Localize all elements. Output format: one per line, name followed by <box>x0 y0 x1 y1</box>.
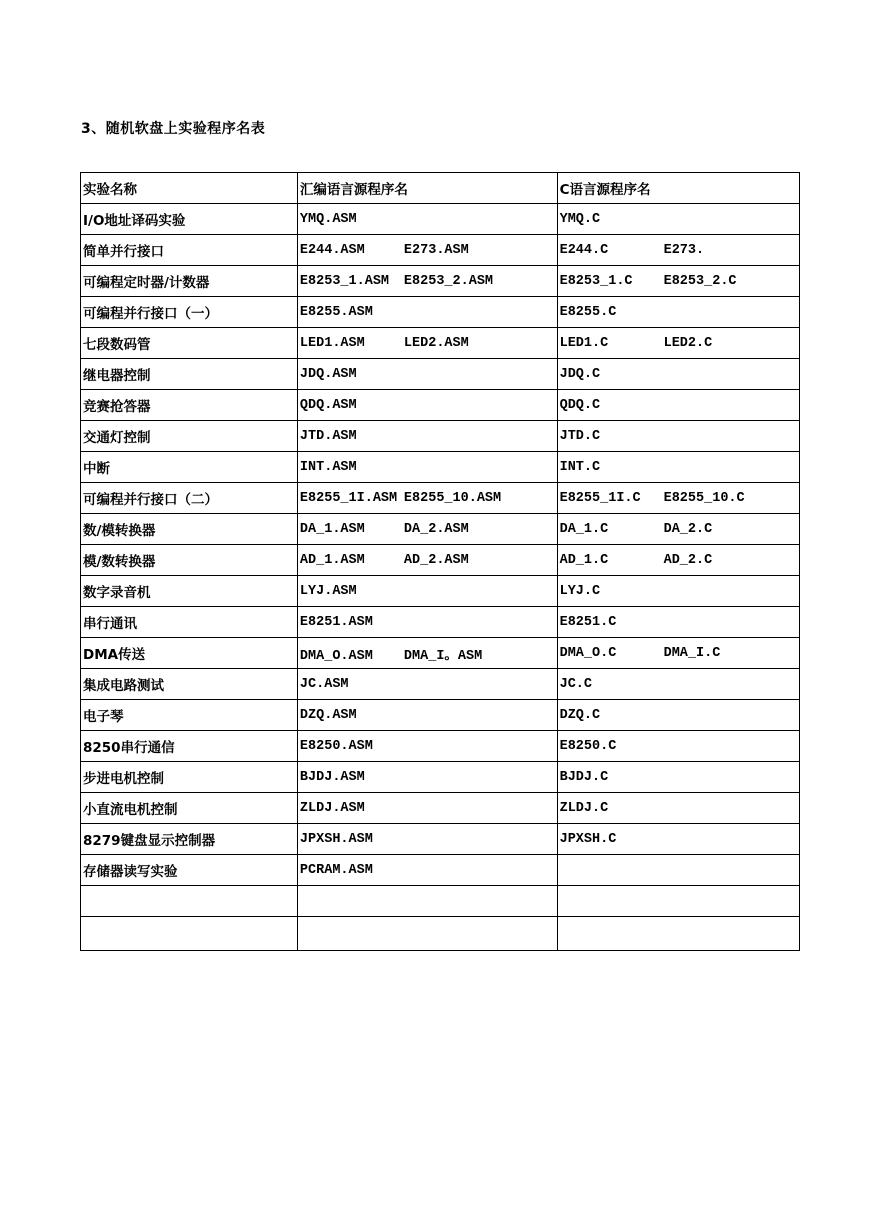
asm-filename: E8253_1.ASM <box>299 273 390 289</box>
header-asm-source: 汇编语言源程序名 <box>297 173 557 204</box>
c-file-cell <box>557 793 799 824</box>
c-filename: LED1.C <box>559 335 609 351</box>
asm-file-cell <box>297 297 557 328</box>
asm-file-cell <box>297 483 557 514</box>
page-heading: 3、随机软盘上实验程序名表 <box>81 121 266 137</box>
experiment-name-cell <box>81 886 298 917</box>
c-file-cell <box>557 638 799 669</box>
c-filename: AD_1.C <box>559 552 609 568</box>
c-filename: INT.C <box>559 459 601 475</box>
program-name-table <box>80 172 800 951</box>
asm-filename: AD_1.ASM <box>299 552 365 568</box>
c-filename: E8253_2.C <box>663 273 737 289</box>
table-row <box>81 297 800 328</box>
asm-file-cell <box>297 421 557 452</box>
asm-file-cell <box>297 762 557 793</box>
c-file-cell <box>557 669 799 700</box>
experiment-name-cell: 中断 <box>81 452 298 483</box>
c-file-cell <box>557 700 799 731</box>
c-file-cell <box>557 576 799 607</box>
table-row <box>81 576 800 607</box>
c-filename: YMQ.C <box>559 211 601 227</box>
asm-filename: DA_1.ASM <box>299 521 365 537</box>
asm-filename: DA_2.ASM <box>403 521 469 537</box>
asm-file-cell <box>297 452 557 483</box>
experiment-name-cell: 数字录音机 <box>81 576 298 607</box>
asm-filename: E8255_1I.ASM <box>299 490 398 506</box>
c-filename: LED2.C <box>663 335 713 351</box>
asm-file-cell <box>297 638 557 669</box>
c-file-cell <box>557 483 799 514</box>
asm-filename: JTD.ASM <box>299 428 357 444</box>
asm-file-cell <box>297 700 557 731</box>
c-filename: E8251.C <box>559 614 617 630</box>
c-filename: DA_1.C <box>559 521 609 537</box>
asm-file-cell <box>297 545 557 576</box>
asm-file-cell <box>297 793 557 824</box>
c-filename: DZQ.C <box>559 707 601 723</box>
asm-file-cell <box>297 886 557 917</box>
table-header-row <box>81 173 800 204</box>
table-row <box>81 762 800 793</box>
c-filename: DMA_O.C <box>559 645 617 661</box>
asm-file-cell <box>297 390 557 421</box>
asm-file-cell <box>297 576 557 607</box>
table-row <box>81 638 800 669</box>
c-file-cell <box>557 452 799 483</box>
experiment-name-cell: 继电器控制 <box>81 359 298 390</box>
asm-filename: E8255_10.ASM <box>403 490 502 506</box>
asm-filename: E244.ASM <box>299 242 365 258</box>
table-row <box>81 359 800 390</box>
c-file-cell <box>557 359 799 390</box>
asm-file-cell <box>297 607 557 638</box>
experiment-name-cell: 串行通讯 <box>81 607 298 638</box>
table-row <box>81 545 800 576</box>
c-filename: E8253_1.C <box>559 273 633 289</box>
c-filename: E8255_1I.C <box>559 490 641 506</box>
c-file-cell <box>557 390 799 421</box>
asm-file-cell <box>297 855 557 886</box>
c-filename: AD_2.C <box>663 552 713 568</box>
asm-file-cell <box>297 917 557 951</box>
c-file-cell <box>557 607 799 638</box>
experiment-name-cell: 步进电机控制 <box>81 762 298 793</box>
c-file-cell <box>557 545 799 576</box>
experiment-name-cell: 电子琴 <box>81 700 298 731</box>
c-filename: JDQ.C <box>559 366 601 382</box>
c-filename: BJDJ.C <box>559 769 609 785</box>
table-row <box>81 421 800 452</box>
asm-filename: E8253_2.ASM <box>403 273 494 289</box>
asm-filename: DMA_O.ASM <box>299 648 373 664</box>
experiment-name-cell: 存储器读写实验 <box>81 855 298 886</box>
table-row <box>81 204 800 235</box>
c-file-cell <box>557 514 799 545</box>
table-row <box>81 483 800 514</box>
table-row <box>81 607 800 638</box>
table-row <box>81 917 800 951</box>
c-file-cell <box>557 917 799 951</box>
table-row <box>81 390 800 421</box>
c-filename: E273. <box>663 242 705 258</box>
experiment-name-cell: 集成电路测试 <box>81 669 298 700</box>
c-filename: DA_2.C <box>663 521 713 537</box>
asm-filename: QDQ.ASM <box>299 397 357 413</box>
asm-filename: E8250.ASM <box>299 738 373 754</box>
experiment-name-cell: 简单并行接口 <box>81 235 298 266</box>
asm-file-cell <box>297 359 557 390</box>
experiment-name-cell: 可编程定时器/计数器 <box>81 266 298 297</box>
c-filename: E8255.C <box>559 304 617 320</box>
table-row <box>81 514 800 545</box>
experiment-name-cell <box>81 917 298 951</box>
c-file-cell <box>557 824 799 855</box>
asm-file-cell <box>297 235 557 266</box>
asm-file-cell <box>297 266 557 297</box>
asm-filename: E273.ASM <box>403 242 469 258</box>
experiment-name-cell: 数/模转换器 <box>81 514 298 545</box>
asm-filename: LED1.ASM <box>299 335 365 351</box>
c-file-cell <box>557 421 799 452</box>
asm-filename: BJDJ.ASM <box>299 769 365 785</box>
experiment-name-cell: 竞赛抢答器 <box>81 390 298 421</box>
table-row <box>81 855 800 886</box>
asm-file-cell <box>297 669 557 700</box>
header-experiment-name: 实验名称 <box>81 173 298 204</box>
table-row <box>81 700 800 731</box>
c-file-cell <box>557 886 799 917</box>
c-file-cell <box>557 328 799 359</box>
table-row <box>81 452 800 483</box>
asm-filename: JPXSH.ASM <box>299 831 373 847</box>
asm-filename: ZLDJ.ASM <box>299 800 365 816</box>
asm-filename: JC.ASM <box>299 676 349 692</box>
asm-file-cell <box>297 328 557 359</box>
c-filename: ZLDJ.C <box>559 800 609 816</box>
c-filename: JC.C <box>559 676 593 692</box>
asm-filename: LED2.ASM <box>403 335 469 351</box>
asm-filename: YMQ.ASM <box>299 211 357 227</box>
experiment-name-cell: 七段数码管 <box>81 328 298 359</box>
asm-filename: DZQ.ASM <box>299 707 357 723</box>
table-row <box>81 886 800 917</box>
asm-file-cell <box>297 731 557 762</box>
asm-filename: E8255.ASM <box>299 304 373 320</box>
experiment-name-cell: 可编程并行接口（一） <box>81 297 298 328</box>
asm-filename: INT.ASM <box>299 459 357 475</box>
table-row <box>81 731 800 762</box>
c-file-cell <box>557 204 799 235</box>
table-body <box>81 204 800 951</box>
table-row <box>81 793 800 824</box>
c-filename: E8255_10.C <box>663 490 745 506</box>
table-row <box>81 328 800 359</box>
experiment-name-cell: 小直流电机控制 <box>81 793 298 824</box>
asm-filename: AD_2.ASM <box>403 552 469 568</box>
asm-file-cell <box>297 204 557 235</box>
c-filename: E8250.C <box>559 738 617 754</box>
c-filename: E244.C <box>559 242 609 258</box>
c-filename: QDQ.C <box>559 397 601 413</box>
c-file-cell <box>557 297 799 328</box>
asm-file-cell <box>297 514 557 545</box>
asm-file-cell <box>297 824 557 855</box>
asm-filename: PCRAM.ASM <box>299 862 373 878</box>
header-c-source: C语言源程序名 <box>557 173 799 204</box>
c-filename: DMA_I.C <box>663 645 721 661</box>
c-file-cell <box>557 235 799 266</box>
table-row <box>81 669 800 700</box>
c-file-cell <box>557 266 799 297</box>
experiment-name-cell: 8250串行通信 <box>81 731 298 762</box>
c-filename: LYJ.C <box>559 583 601 599</box>
experiment-name-cell: 8279键盘显示控制器 <box>81 824 298 855</box>
asm-filename: E8251.ASM <box>299 614 373 630</box>
experiment-name-cell: I/O地址译码实验 <box>81 204 298 235</box>
experiment-name-cell: DMA传送 <box>81 638 298 669</box>
table-row <box>81 266 800 297</box>
c-filename: JTD.C <box>559 428 601 444</box>
c-file-cell <box>557 731 799 762</box>
table-row <box>81 235 800 266</box>
asm-filename: LYJ.ASM <box>299 583 357 599</box>
c-file-cell <box>557 762 799 793</box>
table-row <box>81 824 800 855</box>
experiment-name-cell: 交通灯控制 <box>81 421 298 452</box>
asm-filename: DMA_I。ASM <box>403 648 483 664</box>
experiment-name-cell: 模/数转换器 <box>81 545 298 576</box>
c-file-cell <box>557 855 799 886</box>
experiment-name-cell: 可编程并行接口（二） <box>81 483 298 514</box>
c-filename: JPXSH.C <box>559 831 617 847</box>
asm-filename: JDQ.ASM <box>299 366 357 382</box>
